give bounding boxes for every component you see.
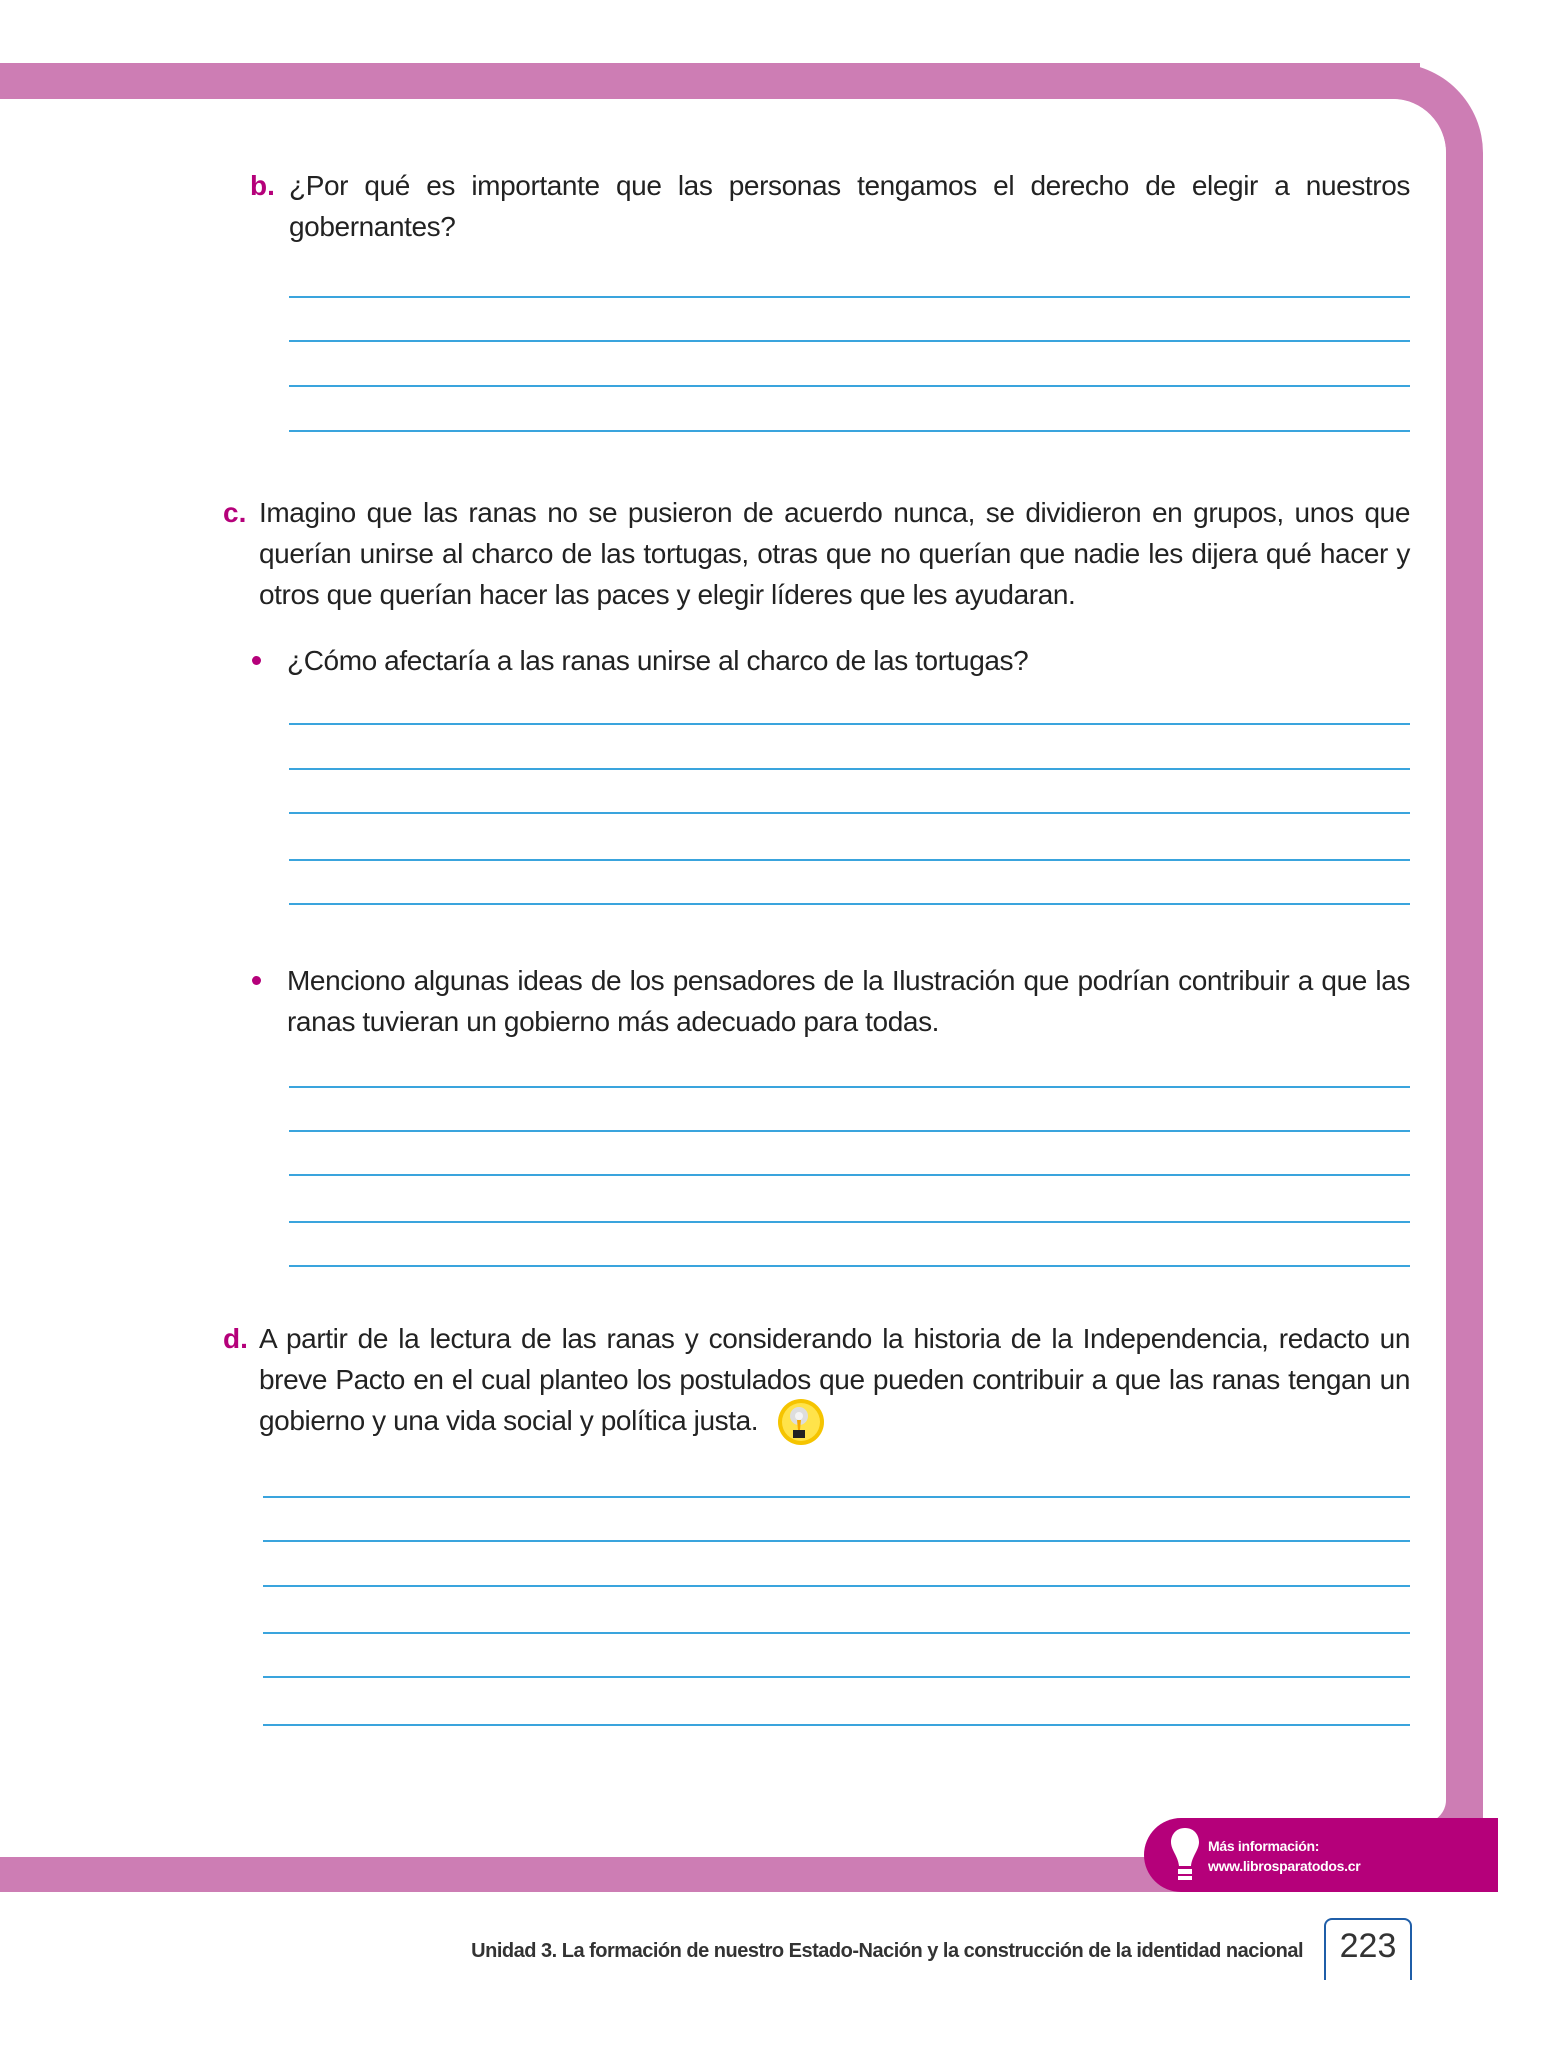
more-info-url[interactable]: www.librosparatodos.cr (1208, 1858, 1361, 1874)
answer-line[interactable] (289, 812, 1410, 814)
question-c-text (259, 492, 1410, 615)
bullet-icon (252, 656, 261, 665)
answer-line[interactable] (263, 1496, 1410, 1498)
answer-line[interactable] (289, 859, 1410, 861)
bullet-2-line: ranas tuvieran un gobierno más adecuado para todas. (287, 1006, 940, 1037)
answer-line[interactable] (289, 1174, 1410, 1176)
answer-line[interactable] (263, 1724, 1410, 1726)
question-d-text (259, 1318, 1410, 1441)
answer-line[interactable] (289, 430, 1410, 432)
lightbulb-tip-icon (777, 1398, 825, 1446)
answer-line[interactable] (263, 1676, 1410, 1678)
bullet-2-line: Menciono algunas ideas de los pensadores de la Ilustración que podrían contribuir a que las (287, 965, 1410, 996)
question-d-line: breve Pacto en el cual planteo los postulados que pueden contribuir a que las ranas tengan un (259, 1364, 1410, 1395)
answer-line[interactable] (289, 903, 1410, 905)
question-c-bullet-1 (287, 640, 1410, 681)
question-d-line: gobierno y una vida social y política justa. (259, 1405, 759, 1436)
answer-line[interactable] (263, 1585, 1410, 1587)
answer-line[interactable] (263, 1540, 1410, 1542)
question-b-label: b. (250, 170, 275, 201)
lightbulb-icon (1170, 1826, 1200, 1884)
answer-line[interactable] (289, 1130, 1410, 1132)
question-b-line: gobernantes? (289, 211, 456, 242)
answer-line[interactable] (289, 296, 1410, 298)
answer-line[interactable] (289, 1265, 1410, 1267)
answer-line[interactable] (263, 1632, 1410, 1634)
answer-line[interactable] (289, 340, 1410, 342)
footer-unit-title: Unidad 3. La formación de nuestro Estado-Nación y la construcción de la identidad nacional (471, 1940, 1303, 1962)
answer-line[interactable] (289, 385, 1410, 387)
question-d-label: d. (223, 1323, 248, 1354)
page-frame-bottom (0, 1857, 1200, 1892)
answer-line[interactable] (289, 1086, 1410, 1088)
question-c-bullet-2 (287, 960, 1410, 1042)
page-number: 223 (1324, 1918, 1412, 1980)
question-c-label: c. (223, 497, 247, 528)
more-info-banner (1144, 1818, 1498, 1892)
bullet-1-line: ¿Cómo afectaría a las ranas unirse al charco de las tortugas? (287, 645, 1029, 676)
answer-line[interactable] (289, 768, 1410, 770)
page-frame-top (0, 63, 1420, 99)
question-c-line: querían unirse al charco de las tortugas, otras que no querían que nadie les dijera qué hacer y (259, 538, 1410, 569)
more-info-title: Más información: (1208, 1838, 1320, 1854)
answer-line[interactable] (289, 1221, 1410, 1223)
question-c-line: otros que querían hacer las paces y elegir líderes que les ayudaran. (259, 579, 1076, 610)
answer-line[interactable] (289, 723, 1410, 725)
question-d-line: A partir de la lectura de las ranas y considerando la historia de la Independencia, redacto un (259, 1323, 1410, 1354)
question-b-line: ¿Por qué es importante que las personas tengamos el derecho de elegir a nuestros (289, 170, 1410, 201)
bullet-icon (252, 976, 261, 985)
question-b-text (289, 165, 1410, 247)
question-c-line: Imagino que las ranas no se pusieron de acuerdo nunca, se dividieron en grupos, unos que (259, 497, 1410, 528)
